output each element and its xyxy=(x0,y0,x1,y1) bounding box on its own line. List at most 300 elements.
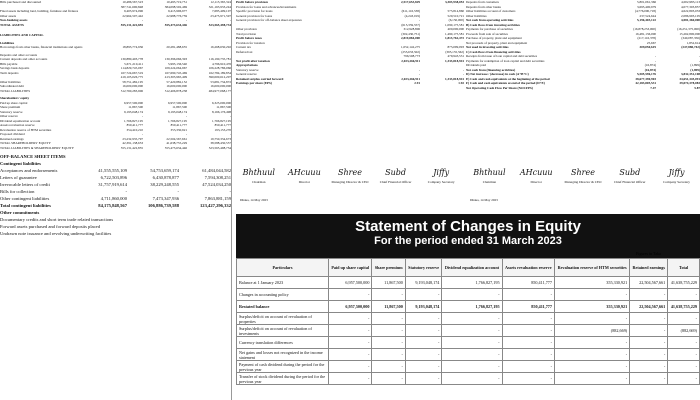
cashflow-row-value: (16,251,375,000) xyxy=(677,27,700,31)
contingent-row-value: - xyxy=(125,189,127,194)
soce-cell: 1,766,827,195 xyxy=(442,301,502,313)
contingent-row-label: Other contingent liabilities xyxy=(0,196,50,201)
signature-title: Chairman xyxy=(252,180,266,184)
pl-row-value: 1,333,818,941 xyxy=(445,58,464,63)
asset-row-value: 321,163,933,244 xyxy=(208,4,231,9)
asset-row-value: 9,415,996,977 xyxy=(168,9,187,13)
cashflow-row-value: (217,116,378) xyxy=(637,36,656,40)
cashflow-row-value: 5,196,403,122 xyxy=(637,18,656,22)
pl-row-value: - xyxy=(418,67,420,72)
liability-row-value: 162,784,189,854 xyxy=(208,70,231,75)
soce-cell: Changes in accounting policy xyxy=(237,289,329,301)
liability-row-value: 57,420,882,152 xyxy=(166,79,187,84)
pl-row-value: (4,243,019) xyxy=(404,13,420,18)
equity-row-label: Statutory reserve xyxy=(0,109,23,114)
soce-cell: - xyxy=(502,337,554,349)
signature-title: Company Secretary xyxy=(427,180,455,184)
soce-cell: 850,411,777 xyxy=(502,301,554,313)
liability-row-value: 53,681,734,872 xyxy=(210,79,231,84)
soce-row xyxy=(237,373,700,385)
liability-row-value: 4,796,910,476 xyxy=(212,61,231,66)
soce-cell: - xyxy=(442,349,502,361)
soce-cell: - xyxy=(405,337,442,349)
soce-cell: - xyxy=(329,361,372,373)
soce-row xyxy=(237,277,700,289)
soce-cell: - xyxy=(442,313,502,325)
pl-row-label: Other provision xyxy=(236,27,257,31)
liability-row-label: Current deposits and other accounts xyxy=(0,57,48,61)
soce-cell: - xyxy=(372,337,405,349)
asset-row-value: 12,113,365,324 xyxy=(210,0,231,4)
cashflow-row-value: 39,074,378,083 xyxy=(679,81,700,85)
cashflow-row-label: Net cash from (financing activities) xyxy=(466,67,516,72)
cashflow-row-label: Deposits from other banks xyxy=(466,4,501,9)
signatures-mid xyxy=(236,168,464,184)
contingent-row-value: 6,722,503,896 xyxy=(100,175,127,180)
soce-cell: 1,766,827,195 xyxy=(442,277,502,289)
date-right: Dhaka, 14 May 2023 xyxy=(470,198,498,202)
contingent-row xyxy=(0,167,231,174)
equity-row-value: 1,766,827,195 xyxy=(168,118,187,123)
signature-title: Director xyxy=(298,180,311,184)
contingent-row-value: 106,886,739,588 xyxy=(147,203,179,208)
pl-row-value: 2.91 xyxy=(414,81,420,85)
asset-row-value: 22,988,776,759 xyxy=(166,13,187,18)
asset-row-label: TOTAL ASSETS xyxy=(0,22,24,27)
equity-row-value: 193,153,270 xyxy=(214,127,231,132)
cashflow-row-value: (1,899) xyxy=(690,63,700,67)
contingent-row-value: 84,175,848,567 xyxy=(98,203,127,208)
soce-cell: - xyxy=(630,337,668,349)
soce-cell: - xyxy=(502,349,554,361)
soce-cell: Balance at 1 January 2023 xyxy=(237,277,329,289)
soce-cell: Net gains and losses not recognized in the income statement xyxy=(237,349,329,361)
equity-row-value: 11,867,500 xyxy=(216,105,231,109)
soce-header-cell: Particulars xyxy=(237,259,329,277)
liability-row-value: 16,000,000,000 xyxy=(122,84,143,88)
cashflow-row-value: 309,050,619 xyxy=(639,45,656,49)
cashflow-row-label: Proceeds from sale of securities xyxy=(466,31,508,36)
equity-row-label: Assets revaluation reserve xyxy=(0,123,35,127)
cashflow-row-value: 5,801,061,366 xyxy=(637,0,656,4)
pl-row-value: 2,517,653,829 xyxy=(401,0,420,4)
signature-scribble: Shree xyxy=(338,168,362,177)
soce-cell: - xyxy=(442,373,502,385)
contingent-row-value: 123,427,296,332 xyxy=(199,203,231,208)
equity-row-value: 11,867,500 xyxy=(172,105,187,109)
commitment-row: Undrawn note issuance and revolving underwriting facilities xyxy=(0,231,112,236)
signature-title: Chief Financial Officer xyxy=(613,180,646,184)
asset-row-value: - xyxy=(229,18,231,22)
contingent-list xyxy=(0,167,231,209)
soce-header-row xyxy=(237,259,700,277)
pl-row-value: 400,000,000 xyxy=(447,27,464,31)
soce-cell: - xyxy=(405,289,442,301)
shareholders-equity-list xyxy=(0,101,231,151)
equity-row-value: 11,867,500 xyxy=(128,105,143,109)
pl-row-value: 1,052,142,275 xyxy=(401,45,420,49)
liability-row-value: 58,751,482,195 xyxy=(122,79,143,84)
contingent-row-label: Letters of guarantee xyxy=(0,175,37,180)
contingent-row-label: Bills for collection xyxy=(0,189,35,194)
cashflow-row-value: 4,622,803,033 xyxy=(681,9,700,13)
pl-row-label: Profit before taxes xyxy=(236,36,262,40)
soce-cell: 41,638,755,229 xyxy=(668,277,700,289)
soce-row xyxy=(237,337,700,349)
off-balance-title: OFF-BALANCE SHEET ITEMS xyxy=(0,154,66,159)
equity-row-value: 523,565,498,734 xyxy=(208,145,231,150)
soce-cell: - xyxy=(668,337,700,349)
pl-row-value: 1,813,762,472 xyxy=(445,36,464,40)
liability-row-value: 130,396,066,393 xyxy=(164,57,187,61)
signature-block xyxy=(561,168,605,184)
soce-cell: - xyxy=(668,349,700,361)
liability-row-value: 413,303,965,409 xyxy=(164,75,187,79)
pl-row-label: Specific provision for loans xyxy=(236,9,273,13)
liability-row-label: Bills payable xyxy=(0,61,18,66)
pl-row-value: 1,490,175,581 xyxy=(445,31,464,36)
pl-row-value: 2,819,884,000 xyxy=(401,36,420,40)
soce-cell: - xyxy=(372,289,405,301)
asset-row-value: 9,403,974,096 xyxy=(124,9,143,13)
soce-cell: - xyxy=(405,361,442,373)
cashflow-row-label: Receipts from issue of loan capital and debt securities xyxy=(466,54,538,58)
soce-cell: - xyxy=(329,289,372,301)
equity-row-value: 6,957,500,000 xyxy=(168,100,187,105)
soce-cell: - xyxy=(630,313,668,325)
cashflow-row-value: 1,852,614 xyxy=(686,40,700,45)
asset-row-value: 10,493,719,751 xyxy=(166,0,187,4)
signature-block xyxy=(514,168,558,184)
cashflow-row-value: 5.87 xyxy=(694,85,700,90)
figures-note: Figures in Taka xyxy=(636,251,661,256)
liability-row-label: Subordinated debt xyxy=(0,84,25,88)
cashflow-row-label: Dividends paid xyxy=(466,63,487,67)
cashflow-row-label: E) Cash and cash equivalents at the beginning of the period xyxy=(466,76,550,81)
soce-cell: - xyxy=(502,361,554,373)
cashflow-row-value: 2,086,993,105 xyxy=(681,13,700,18)
soce-cell: - xyxy=(668,361,700,373)
signature-title: Company Secretary xyxy=(663,180,690,184)
soce-cell: - xyxy=(502,325,554,337)
signature-block xyxy=(282,168,326,184)
soce-cell: - xyxy=(372,373,405,385)
soce-cell: - xyxy=(405,373,442,385)
pl-row-value: - xyxy=(462,72,464,76)
liability-row-value: 106,228,786,066 xyxy=(208,66,231,70)
contingent-row-value: 7,594,308,251 xyxy=(204,175,231,180)
liability-row xyxy=(0,89,231,94)
soce-cell: - xyxy=(555,313,630,325)
pl-row-value: 875,099,093 xyxy=(447,45,464,49)
contingent-row-value: 54,753,659,174 xyxy=(150,168,179,173)
signature-block xyxy=(237,168,281,184)
soce-row xyxy=(237,325,700,337)
signature-scribble: Bhthuul xyxy=(473,168,506,177)
asset-row-value: 10,486,567,523 xyxy=(122,0,143,4)
pl-row-label: Net profit after taxation xyxy=(236,58,270,63)
liability-row-value: 484,977,068,177 xyxy=(208,88,231,93)
contingent-row xyxy=(0,202,231,209)
cashflow-row-value: 237,524,644 xyxy=(639,13,656,18)
pl-row-value: - xyxy=(462,67,464,72)
soce-row xyxy=(237,313,700,325)
soce-header-cell: Dividend equalization account xyxy=(442,259,502,277)
equity-row-value: 23,232,935,797 xyxy=(122,136,143,141)
asset-row-value: 387,741,690,848 xyxy=(120,4,143,9)
soce-cell: Transfer of stock dividend during the period for the previous year xyxy=(237,373,329,385)
pl-row-value: 1,090,175,581 xyxy=(445,22,464,27)
liability-row-label: TOTAL LIABILITIES xyxy=(0,88,31,93)
equity-row-value: - xyxy=(141,114,143,118)
asset-row-value: 384,098,502,469 xyxy=(164,4,187,9)
soce-cell: Surplus/deficit on account of revaluation of investments xyxy=(237,325,329,337)
soce-cell: - xyxy=(372,349,405,361)
cashflow-row-label: D) Net increase / (decrease) in cash (A+B+C) xyxy=(466,72,529,76)
equity-row-label: Share premium xyxy=(0,105,21,109)
cashflow-row-value: (247,880,742) xyxy=(681,45,700,49)
pl-row-value: 520,510,721 xyxy=(447,13,464,18)
soce-cell: - xyxy=(372,313,405,325)
equity-row-value: - xyxy=(229,132,231,136)
commitment-row: Documentary credits and short term trade related transactions xyxy=(0,217,114,222)
soce-header-cell: Paid up share capital xyxy=(329,259,372,277)
signatures-right xyxy=(466,168,700,184)
equity-row-value: 6,325,000,000 xyxy=(212,100,231,105)
soce-cell: 9,193,048,174 xyxy=(405,277,442,289)
cashflow-row-label: Net cash from operating activities xyxy=(466,18,514,22)
signature-block xyxy=(655,168,699,184)
equity-row-value: 9,193,048,174 xyxy=(124,109,143,114)
pl-row-label: Deferred tax xyxy=(236,49,253,54)
pl-row-label: Statutory reserve xyxy=(236,67,259,72)
signature-block xyxy=(328,168,372,184)
contingent-row xyxy=(0,174,231,181)
liability-row-value: 114,829,745,067 xyxy=(120,66,143,70)
cashflow-row-value: (16,874) xyxy=(644,63,656,67)
soce-cell: - xyxy=(502,373,554,385)
equity-row-label: TOTAL SHAREHOLDERS' EQUITY xyxy=(0,141,51,145)
soce-cell: - xyxy=(630,373,668,385)
cashflow-row-value: 5,505,596,176 xyxy=(637,72,656,76)
cashflow-row-value: - xyxy=(698,58,700,63)
cashflow-row-value: - xyxy=(654,58,656,63)
signature-title: Chief Financial Officer xyxy=(379,180,412,184)
cashflow-row-label: Deposits from customers xyxy=(466,0,499,4)
cashflow-row-value: 15,262,800,000 xyxy=(679,31,700,36)
pl-row-value: (615,359,557) xyxy=(401,22,420,27)
contingent-row-value: 4,711,860,000 xyxy=(100,196,127,201)
contingent-row xyxy=(0,181,231,188)
shareholders-equity-title: Shareholders' equity xyxy=(0,96,30,100)
soce-cell: (882,669) xyxy=(668,325,700,337)
soce-cell: - xyxy=(329,313,372,325)
pl-row-value: 1.92 xyxy=(458,81,464,85)
soce-header-cell: Share premium xyxy=(372,259,405,277)
soce-cell: - xyxy=(372,325,405,337)
pl-row-value: - xyxy=(418,18,420,22)
signature-title: Director xyxy=(530,180,542,184)
cashflow-row-label: Payments for purchase of securities xyxy=(466,27,513,31)
pl-row-value: 312,928,806 xyxy=(403,27,420,31)
soce-cell: - xyxy=(555,349,630,361)
equity-row-value: - xyxy=(185,132,187,136)
cashflow-row-value: - xyxy=(654,54,656,58)
cashflow-row-value: 4,081,360,000 xyxy=(681,18,700,22)
liability-row-value: 16,000,000,000 xyxy=(166,84,187,88)
signature-block xyxy=(374,168,418,184)
contingent-row-value: 7,863,881,159 xyxy=(204,196,231,201)
soce-cell: Restated balance xyxy=(237,301,329,313)
cashflow-row-label: F) Cash and cash equivalents at end of the period (D+E) xyxy=(466,81,545,85)
equity-row-value: 8,166,176,498 xyxy=(212,109,231,114)
soce-cell: - xyxy=(555,289,630,301)
soce-header-cell: Total xyxy=(668,259,700,277)
pl-row-value: (611,116,538) xyxy=(401,9,420,13)
soce-cell: 11,867,500 xyxy=(372,301,405,313)
pl-row-label: Provision for taxation xyxy=(236,40,265,45)
contingent-row xyxy=(0,188,231,195)
soce-cell: - xyxy=(372,361,405,373)
pl-row-value: - xyxy=(418,72,420,76)
contingent-row-value: 41,555,555,109 xyxy=(98,168,127,173)
pl-row-label: Current tax xyxy=(236,45,251,49)
soce-cell: - xyxy=(442,325,502,337)
contingent-row-label: Acceptances and endorsements xyxy=(0,168,58,173)
cashflow-row-label: C) Cash flows from financing activities xyxy=(466,49,521,54)
soce-cell: (882,669) xyxy=(555,325,630,337)
soce-cell: - xyxy=(668,313,700,325)
pl-row-value: 2,023,266,911 xyxy=(401,58,420,63)
pl-row-value: 2,023,266,911 xyxy=(401,76,420,81)
contingent-row-value: 31,757,919,614 xyxy=(98,182,127,187)
balance-sheet-assets xyxy=(0,0,231,27)
soce-cell: - xyxy=(329,349,372,361)
equity-row-value: 42,391,138,653 xyxy=(122,141,143,145)
deposits-title: Deposits and other accounts xyxy=(0,52,38,57)
equity-row-value: 6,957,500,000 xyxy=(124,100,143,105)
soce-cell: - xyxy=(630,325,668,337)
asset-row-label: Bills purchased and discounted xyxy=(0,0,42,4)
asset-row-value: 7,685,409,107 xyxy=(212,9,231,13)
signature-title: Managing Director & CEO xyxy=(564,180,602,184)
contingent-row-value: 47,524,034,250 xyxy=(202,182,231,187)
asset-row-value: - xyxy=(185,18,187,22)
pl-row-label: Appropriations xyxy=(236,63,258,67)
signature-block xyxy=(419,168,463,184)
cashflow-row-value: (1,899) xyxy=(690,67,700,72)
liability-row-value: 116,190,735,781 xyxy=(208,57,231,61)
cashflow-row-value: (4,776,000,718) xyxy=(634,9,656,13)
soce-header-cell: Statutory reserve xyxy=(405,259,442,277)
soce-cell: 9,193,048,174 xyxy=(405,301,442,313)
cashflow-row-label: Payments for redemption of loan capital and debt securities xyxy=(466,58,545,63)
signature-scribble: AHcuuu xyxy=(519,168,553,177)
signature-title: Chairman xyxy=(482,180,497,184)
equity-row-label: TOTAL LIABILITIES & SHAREHOLDERS' EQUITY xyxy=(0,145,74,150)
equity-row-value: 22,504,567,661 xyxy=(166,136,187,141)
pl-row-value: (255,633,502) xyxy=(401,49,420,54)
commitment-row: Forward assets purchased and forward deposits placed xyxy=(0,224,101,229)
equity-row-label: Other reserve xyxy=(0,114,18,118)
contingent-row-value: - xyxy=(229,189,231,194)
soce-cell: - xyxy=(668,373,700,385)
pl-row-value: 796,508,773 xyxy=(403,54,420,58)
cashflow-row-value: 4,077,303,857 xyxy=(681,4,700,9)
soce-cell: - xyxy=(502,313,554,325)
signature-scribble: Bhthuul xyxy=(242,168,275,177)
equity-row-value: 1,766,827,195 xyxy=(124,118,143,123)
asset-row-label: Fixed assets including land, building, furniture and fixtures xyxy=(0,9,79,13)
soce-cell: - xyxy=(555,337,630,349)
equity-row-value: 19,750,334,673 xyxy=(210,136,231,141)
cashflow-row-label: Purchase of property, plant and equipment xyxy=(466,36,522,40)
pl-row-label: Earnings per share (EPS) xyxy=(236,81,272,85)
pl-row-label: Total provision xyxy=(236,31,257,36)
asset-row-value: 22,964,507,442 xyxy=(122,13,143,18)
soce-cell: - xyxy=(405,313,442,325)
asset-row-value: 555,473,634,446 xyxy=(164,22,187,27)
contingent-row xyxy=(0,195,231,202)
asset-row-value: 555,131,422,855 xyxy=(120,22,143,27)
soce-cell: - xyxy=(329,325,372,337)
soce-cell: Payment of cash dividend during the period for the previous year xyxy=(237,361,329,373)
date-mid: Dhaka, 14 May 2023 xyxy=(240,198,268,202)
cashflow-row-value: (16,878,253,000) xyxy=(633,27,656,31)
cashflow-row-value: 34,651,345,091 xyxy=(679,76,700,81)
signature-scribble: AHcuuu xyxy=(288,168,321,177)
equity-row xyxy=(0,146,231,151)
contingent-row-value: 7,473,347,936 xyxy=(152,196,179,201)
soce-subtitle: For the period ended 31 March 2023 xyxy=(374,235,562,247)
signature-scribble: Shree xyxy=(571,168,595,177)
cashflow-row-value: 38,677,390,903 xyxy=(635,76,656,81)
soce-row xyxy=(237,361,700,373)
cashflow-row-value: (340,087,356) xyxy=(681,36,700,40)
equity-row-value: - xyxy=(229,114,231,118)
equity-row-value: 41,638,755,229 xyxy=(166,141,187,145)
equity-row-value: 850,411,777 xyxy=(214,123,231,127)
equity-row-value: 555,473,634,446 xyxy=(164,145,187,150)
contingent-row-value: - xyxy=(177,189,179,194)
liability-row-value: 512,760,283,906 xyxy=(120,88,143,93)
soce-cell: - xyxy=(668,289,700,301)
soce-cell: 41,638,755,229 xyxy=(668,301,700,313)
other-commitments-list xyxy=(0,216,231,237)
equity-row-value: 355,330,921 xyxy=(170,127,187,132)
cashflow-row-label: Net used in investing activities xyxy=(466,45,509,49)
cashflow-row-value: 25,667 xyxy=(646,40,656,45)
soce-cell: - xyxy=(329,337,372,349)
liabilities-subtitle: Liabilities xyxy=(0,40,15,45)
liability-row-label: Other liabilities xyxy=(0,79,21,84)
soce-row xyxy=(237,289,700,301)
pl-row-value: (6,150,000) xyxy=(448,18,464,22)
cashflow-row-value: 3,832,351,108 xyxy=(681,72,700,76)
contingent-row-value: 61,484,044,582 xyxy=(202,168,231,173)
pl-row-value: 1,333,818,941 xyxy=(445,76,464,81)
soce-cell: Currency translation differences xyxy=(237,337,329,349)
soce-cell: - xyxy=(405,349,442,361)
soce-header-cell: Retained earnings xyxy=(630,259,668,277)
soce-cell: 850,411,777 xyxy=(502,277,554,289)
equity-row-value: 1,766,827,195 xyxy=(212,118,231,123)
other-commitments-title: Other commitments xyxy=(0,210,40,215)
soce-cell: - xyxy=(329,373,372,385)
soce-cell: 6,957,500,000 xyxy=(329,277,372,289)
liability-row-value: 5,993,136,540 xyxy=(168,61,187,66)
signature-scribble: Jiffy xyxy=(433,168,450,177)
